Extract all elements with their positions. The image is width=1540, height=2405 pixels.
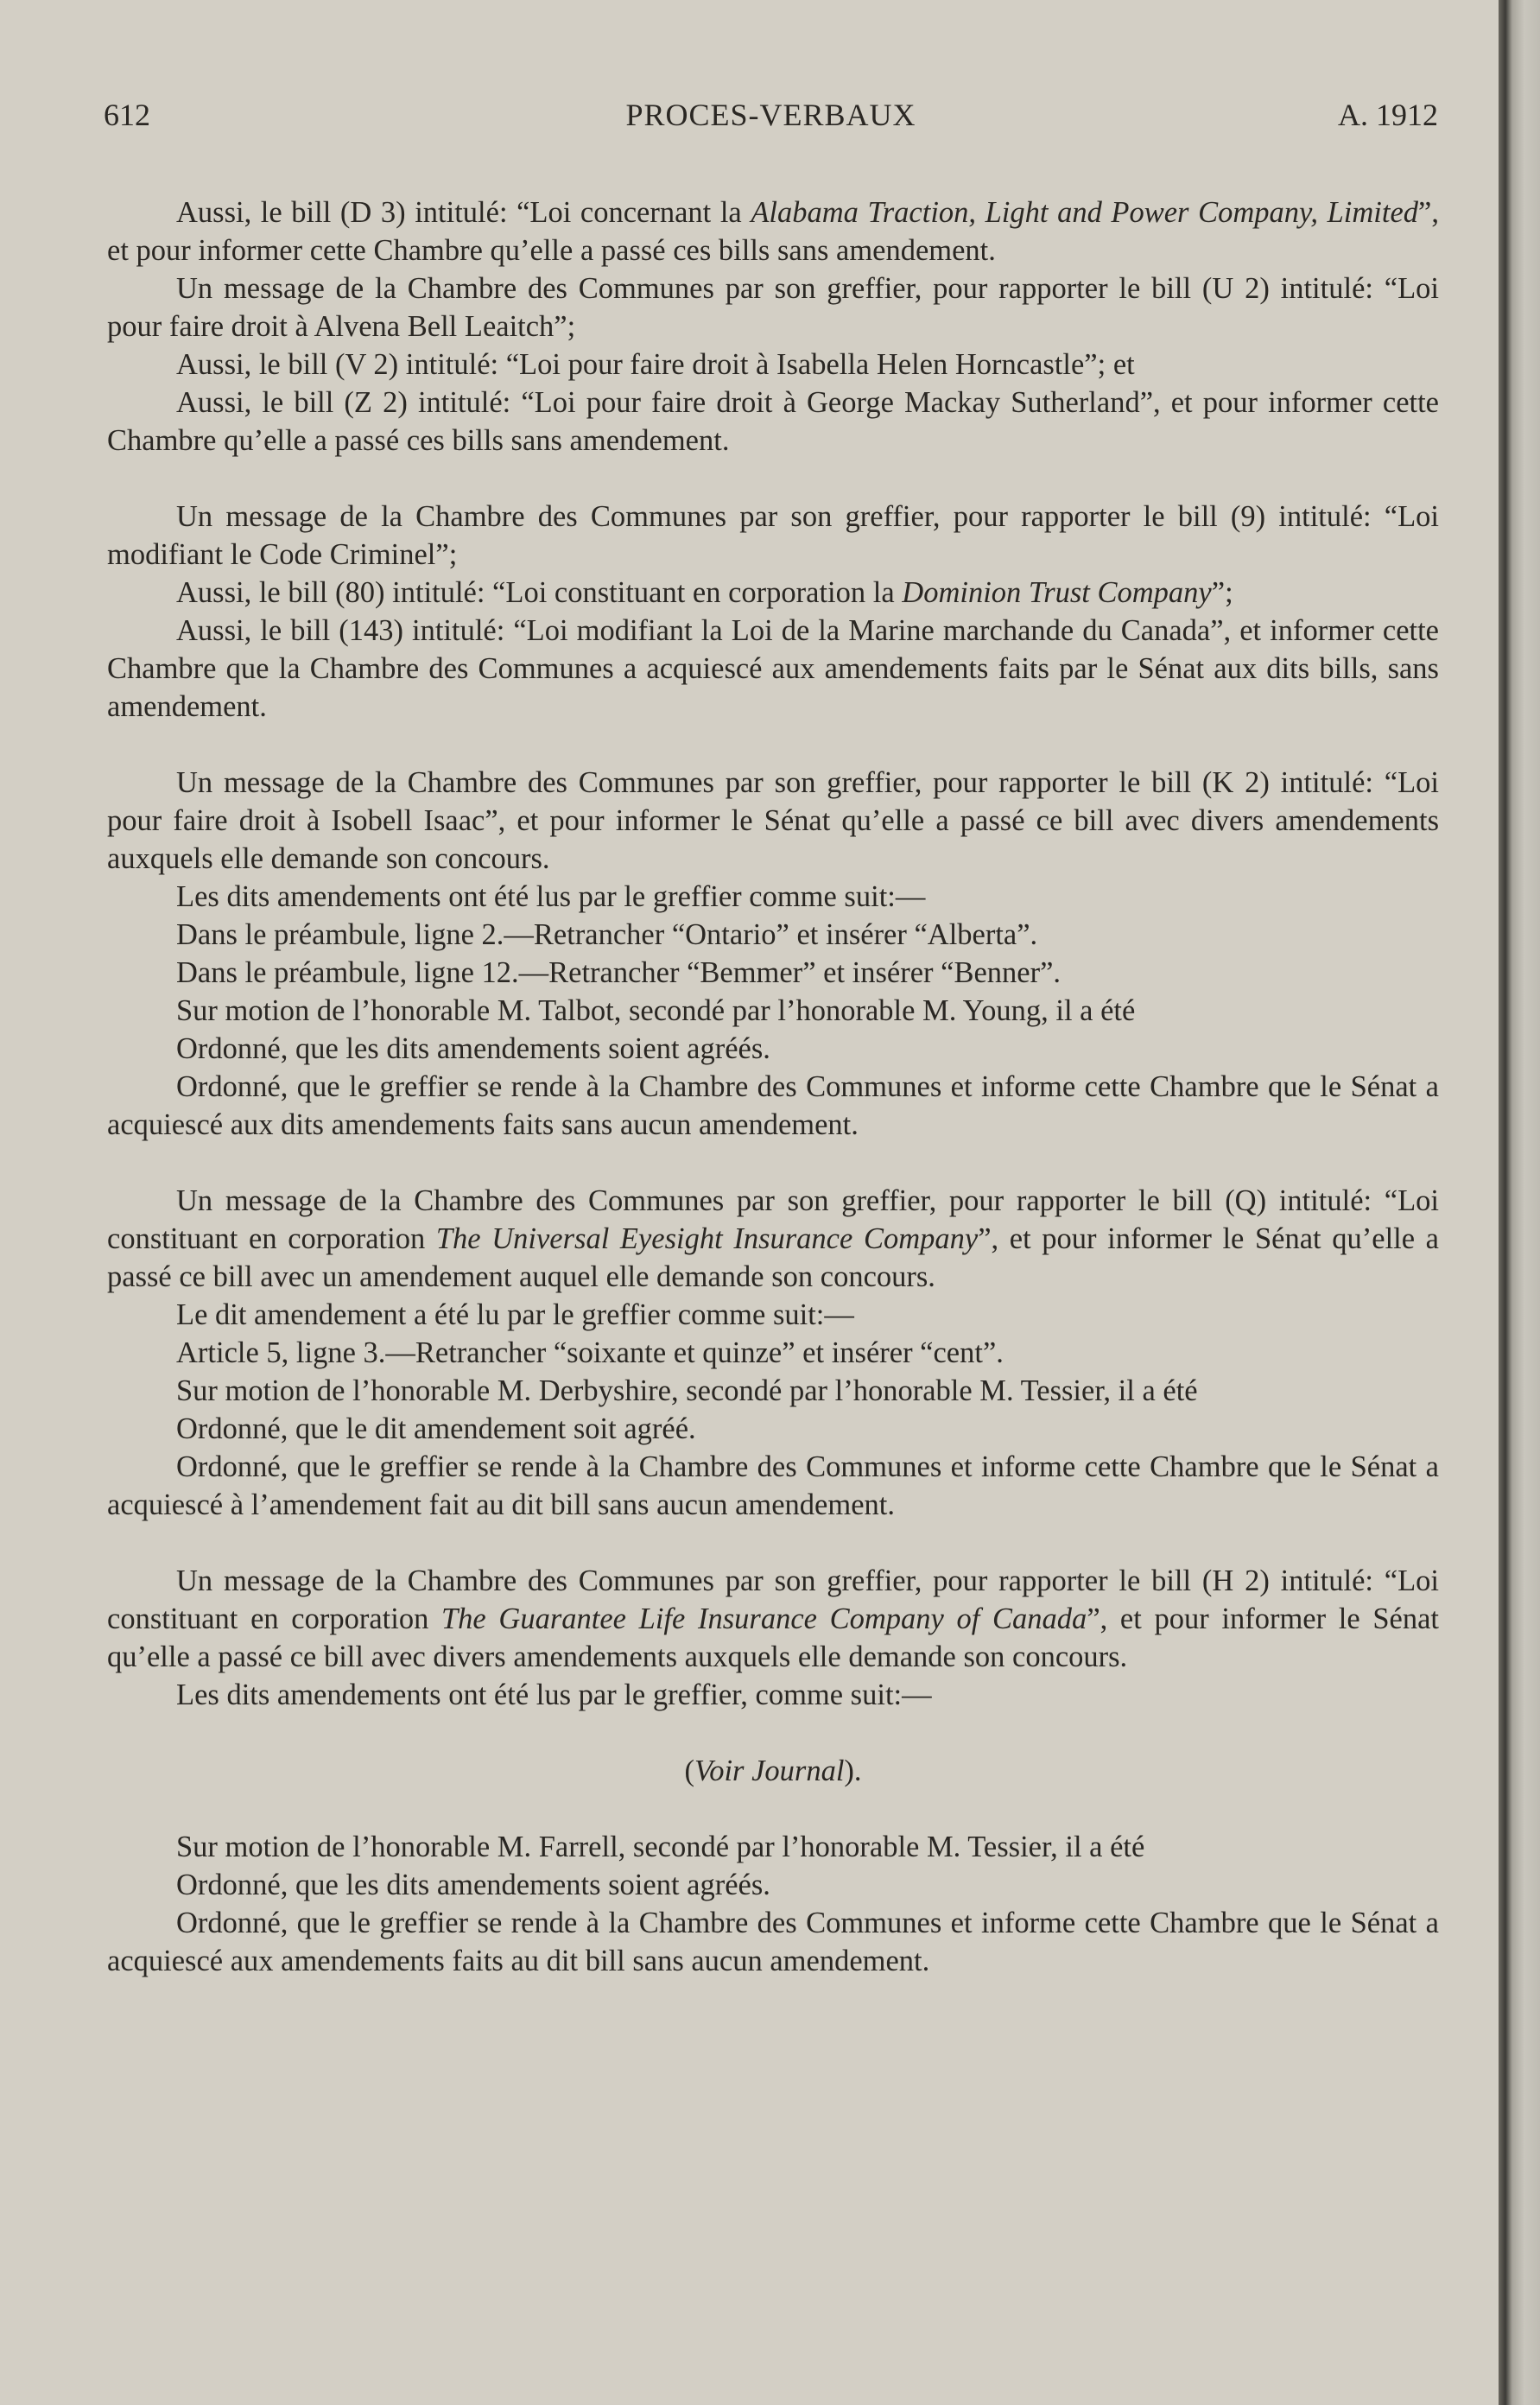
text-run: ”, et pour informer le Sénat qu’elle a passé ce bill avec divers amendements auxquels elle demande son concours.: [107, 1602, 1439, 1673]
text-run: Un message de la Chambre des Communes par son greffier, pour rapporter le bill (U 2) intitulé: “Loi pour faire droit à Alvena Bell Leaitch”;: [107, 272, 1439, 343]
text-run: Un message de la Chambre des Communes par son greffier, pour rapporter le bill (Q) intitulé: “Loi constituant en corporation: [107, 1184, 1439, 1255]
text-run: Aussi, le bill (Z 2) intitulé: “Loi pour faire droit à George Mackay Sutherland”, et pour informer cette Chambre qu’elle a passé ces bills sans amendement.: [107, 386, 1439, 457]
header-title: PROCES-VERBAUX: [625, 98, 916, 132]
paragraph: [107, 1676, 1439, 1714]
text-run: Dans le préambule, ligne 12.—Retrancher “Bemmer” et insérer “Benner”.: [176, 956, 1062, 989]
paragraph: [107, 764, 1439, 878]
page-number: 612: [104, 98, 150, 132]
text-run: Dans le préambule, ligne 2.—Retrancher “Ontario” et insérer “Alberta”.: [176, 918, 1038, 951]
paragraph: [107, 1030, 1439, 1068]
paragraph: [107, 1828, 1439, 1866]
paragraph: [107, 1448, 1439, 1524]
text-run: Aussi, le bill (143) intitulé: “Loi modifiant la Loi de la Marine marchande du Canada”, et informer cette Chambre que la Chambre des Communes a acquiescé aux amendements faits par le Sénat aux dits bills, sans amendement.: [107, 614, 1439, 723]
paragraph: [107, 1182, 1439, 1296]
text-run: ”, et pour informer le Sénat qu’elle a passé ce bill avec un amendement auquel elle demande son concours.: [107, 1222, 1439, 1293]
text-run: ).: [844, 1755, 862, 1787]
text-run: ”, et pour informer cette Chambre qu’elle a passé ces bills sans amendement.: [107, 196, 1439, 267]
text-run: Les dits amendements ont été lus par le greffier comme suit:—: [176, 880, 926, 913]
paragraph: [107, 1068, 1439, 1144]
text-run: Un message de la Chambre des Communes par son greffier, pour rapporter le bill (9) intitulé: “Loi modifiant le Code Criminel”;: [107, 500, 1439, 571]
paragraph: [107, 1334, 1439, 1372]
paragraph: [107, 612, 1439, 726]
text-run: Sur motion de l’honorable M. Talbot, secondé par l’honorable M. Young, il a été: [176, 994, 1136, 1027]
paragraph: [107, 992, 1439, 1030]
text-run: Sur motion de l’honorable M. Derbyshire, secondé par l’honorable M. Tessier, il a été: [176, 1374, 1198, 1407]
paragraph: [107, 954, 1439, 992]
paragraph: [107, 194, 1439, 270]
text-run: Article 5, ligne 3.—Retrancher “soixante et quinze” et insérer “cent”.: [176, 1336, 1004, 1369]
text-run: Ordonné, que le greffier se rende à la Chambre des Communes et informe cette Chambre que le Sénat a acquiescé à l’amendement fait au dit bill sans aucun amendement.: [107, 1450, 1439, 1521]
text-run: Le dit amendement a été lu par le greffier comme suit:—: [176, 1298, 854, 1331]
text-run: Un message de la Chambre des Communes par son greffier, pour rapporter le bill (K 2) intitulé: “Loi pour faire droit à Isobell Isaac”, et pour informer le Sénat qu’elle a passé ce bill avec divers amendements auxquels elle demande son concours.: [107, 766, 1439, 875]
text-run: Ordonné, que le dit amendement soit agréé.: [176, 1412, 696, 1445]
header-year: A. 1912: [1338, 98, 1438, 132]
paragraph: [107, 346, 1439, 384]
centered-note: [107, 1752, 1439, 1790]
italic-text: Voir Journal: [694, 1755, 845, 1787]
paragraph: [107, 1866, 1439, 1904]
paragraph: [107, 878, 1439, 916]
text-run: Ordonné, que les dits amendements soient agréés.: [176, 1869, 770, 1901]
paragraph: [107, 1296, 1439, 1334]
text-run: Les dits amendements ont été lus par le greffier, comme suit:—: [176, 1678, 932, 1711]
document-body: [107, 194, 1439, 1980]
paragraph: [107, 1562, 1439, 1676]
paragraph: [107, 916, 1439, 954]
page-header: [104, 97, 1438, 140]
text-run: Aussi, le bill (80) intitulé: “Loi constituant en corporation la: [176, 576, 903, 609]
paragraph: [107, 384, 1439, 460]
text-run: ”;: [1211, 576, 1233, 609]
text-run: Un message de la Chambre des Communes par son greffier, pour rapporter le bill (H 2) intitulé: “Loi constituant en corporation: [107, 1564, 1439, 1635]
paragraph: [107, 1410, 1439, 1448]
italic-text: The Guarantee Life Insurance Company of Canada: [441, 1602, 1087, 1635]
text-run: (: [684, 1755, 694, 1787]
page-binding-edge: [1499, 0, 1540, 2405]
paragraph: [107, 270, 1439, 346]
paragraph: [107, 498, 1439, 574]
text-run: Ordonné, que le greffier se rende à la Chambre des Communes et informe cette Chambre que le Sénat a acquiescé aux amendements faits au dit bill sans aucun amendement.: [107, 1907, 1439, 1977]
text-run: Ordonné, que le greffier se rende à la Chambre des Communes et informe cette Chambre que le Sénat a acquiescé aux dits amendements faits sans aucun amendement.: [107, 1070, 1439, 1141]
italic-text: Alabama Traction, Light and Power Company, Limited: [751, 196, 1419, 229]
text-run: Aussi, le bill (D 3) intitulé: “Loi concernant la: [176, 196, 751, 229]
italic-text: Dominion Trust Company: [902, 576, 1212, 609]
italic-text: The Universal Eyesight Insurance Company: [435, 1222, 979, 1255]
text-run: Aussi, le bill (V 2) intitulé: “Loi pour faire droit à Isabella Helen Horncastle”; et: [176, 348, 1135, 381]
paragraph: [107, 1372, 1439, 1410]
paragraph: [107, 574, 1439, 612]
paragraph: [107, 1904, 1439, 1980]
text-run: Sur motion de l’honorable M. Farrell, secondé par l’honorable M. Tessier, il a été: [176, 1831, 1145, 1863]
text-run: Ordonné, que les dits amendements soient agréés.: [176, 1032, 770, 1065]
